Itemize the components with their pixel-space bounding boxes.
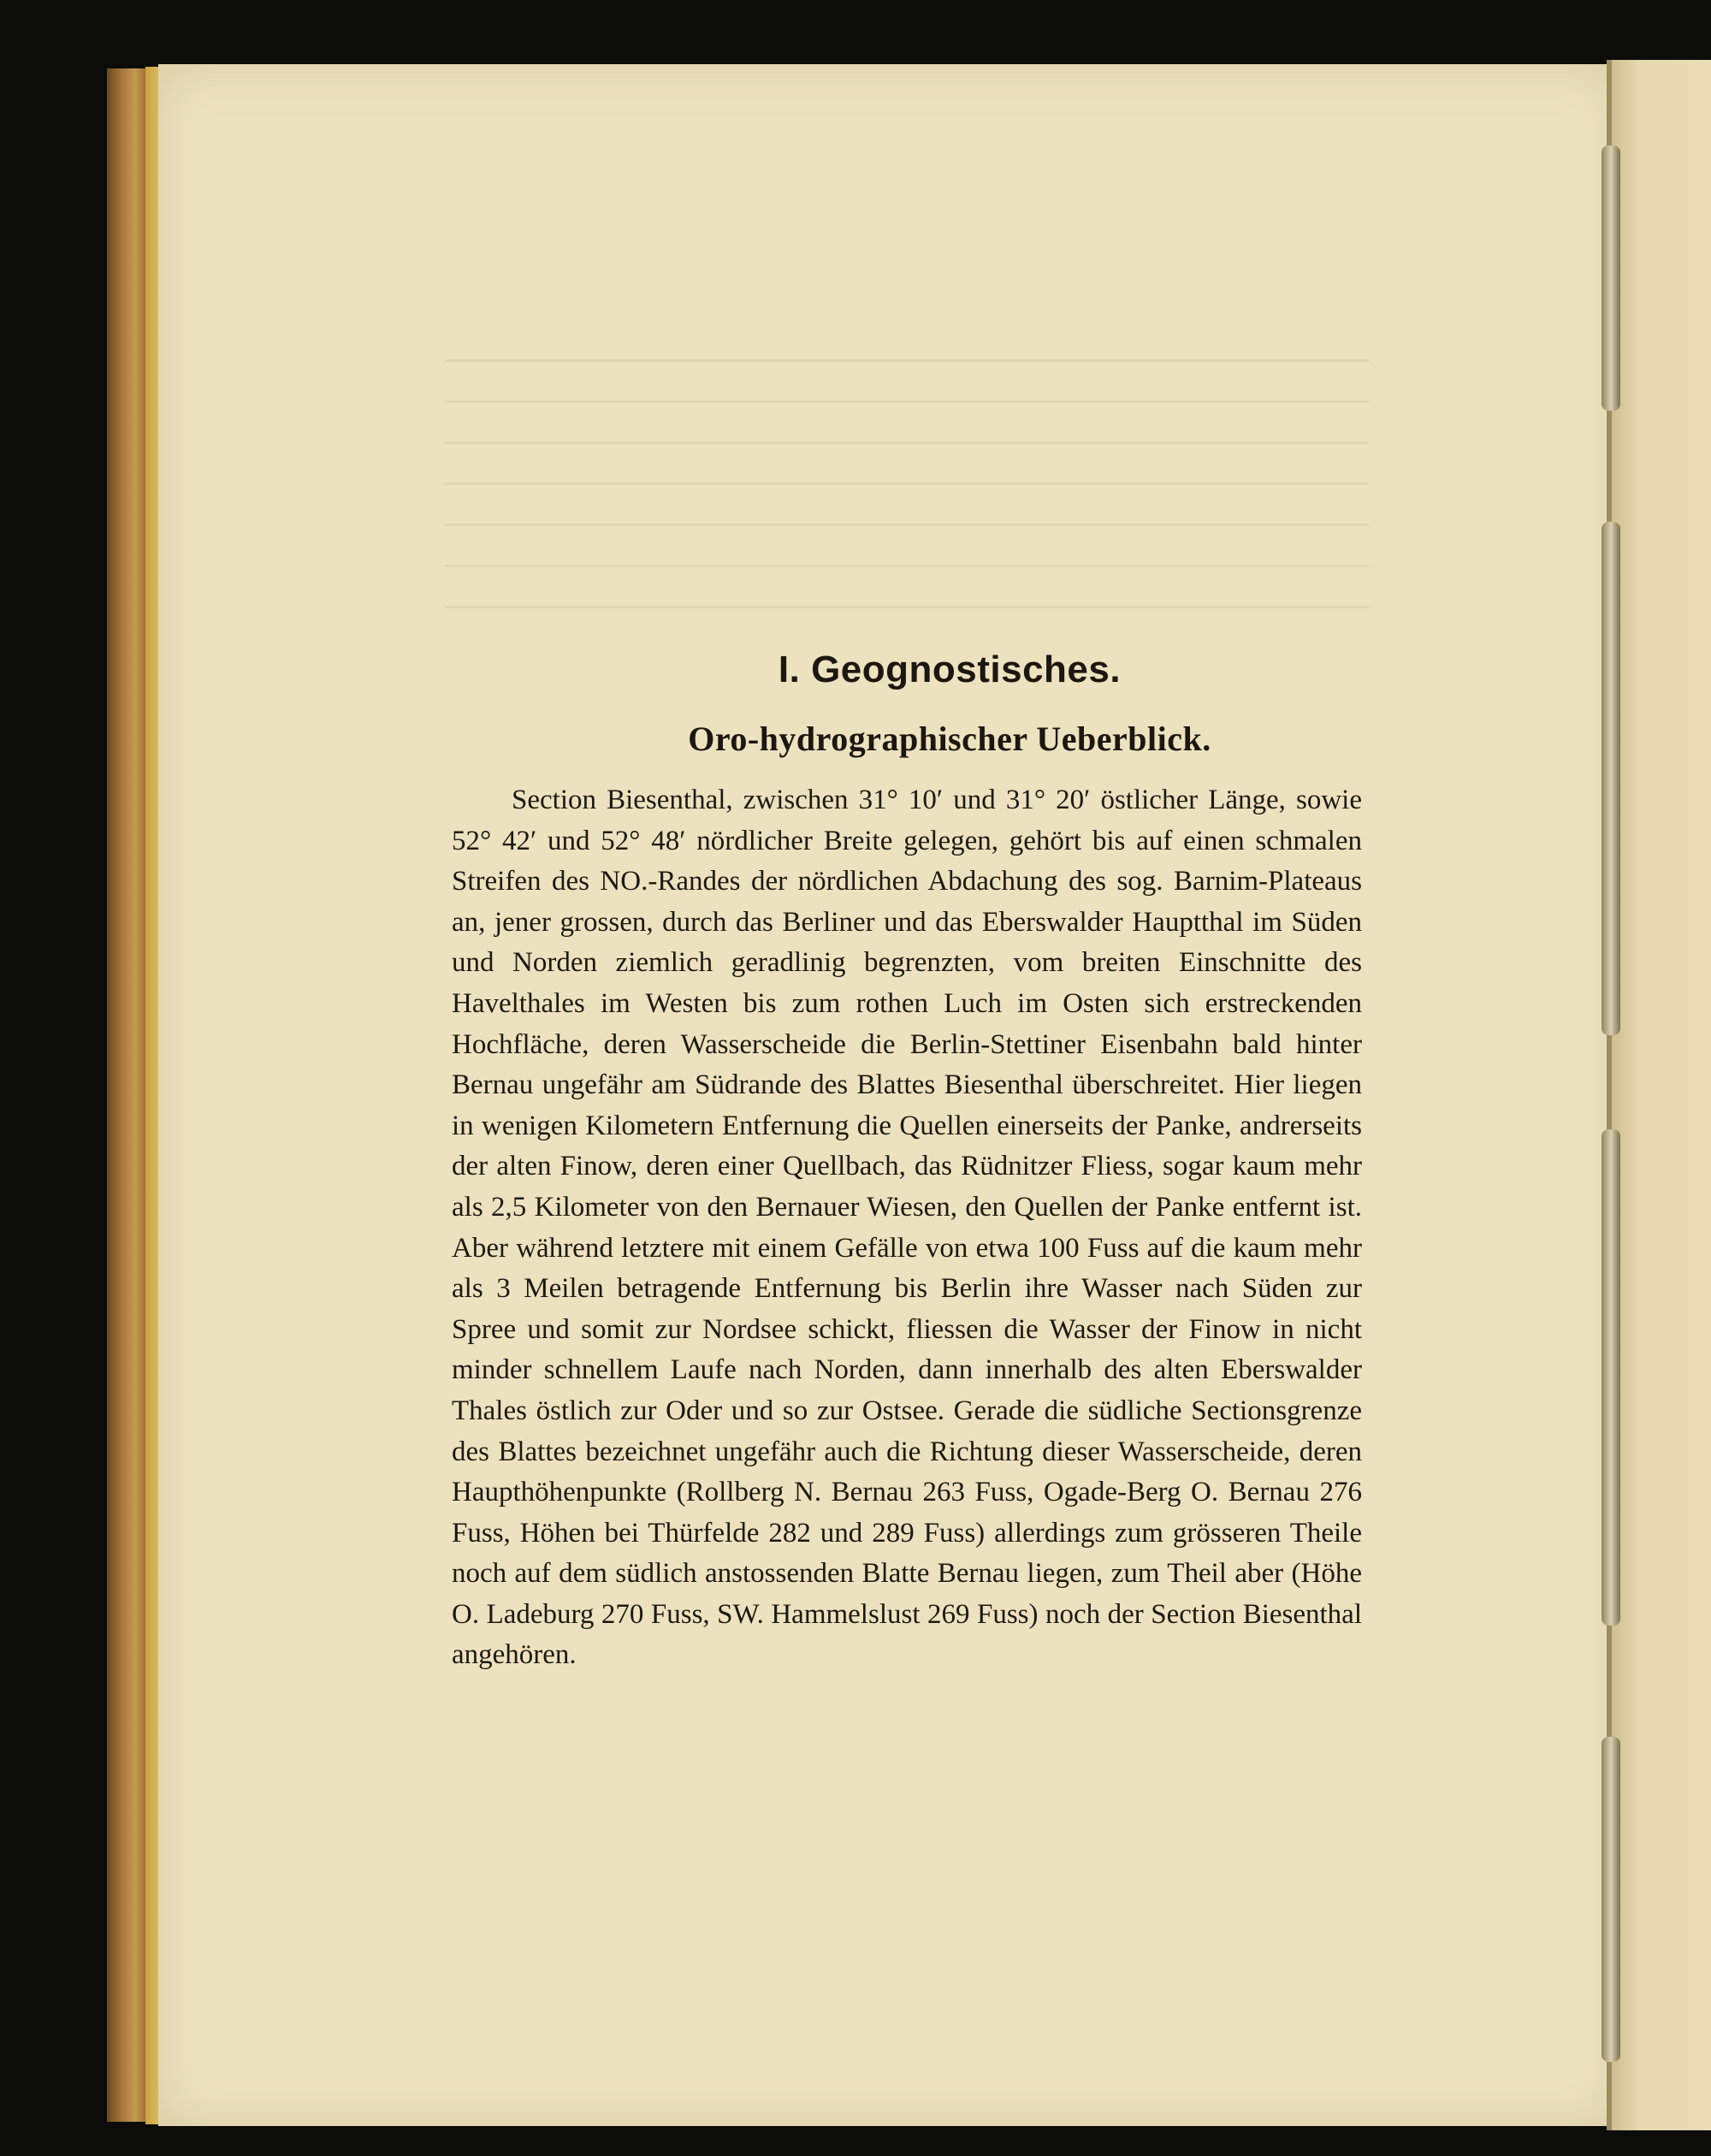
show-through-bleed xyxy=(445,359,1369,633)
binding-stitch xyxy=(1601,522,1620,1035)
binding-stitch xyxy=(1601,145,1620,411)
binding-stitch xyxy=(1601,1737,1620,2062)
binding-stitch xyxy=(1601,1129,1620,1626)
facing-page-strip xyxy=(1608,60,1711,2130)
section-heading: Oro-hydrographischer Ueberblick. xyxy=(688,720,1211,758)
chapter-heading: I. Geognostisches. xyxy=(778,649,1122,690)
body-paragraph: Section Biesenthal, zwischen 31° 10′ und 31° 20′ östlicher Länge, sowie 52° 42′ und 52° 48′ nördlicher Breite gelegen, gehört bis auf einen schmalen Streifen des NO.-Randes der nördlichen Abdachung des sog. Barnim-Plateaus an, jener grossen, durch das Berliner und das Eberswalder Hauptthal im Süden und Norden ziemlich geradlinig begrenzten, vom breiten Einschnitte des Havelthales im Westen bis zum rothen Luch im Osten sich erstreckenden Hochfläche, deren Wasserscheide die Berlin-Stettiner Eisenbahn bald hinter Bernau ungefähr am Südrande des Blattes Biesenthal überschreitet. Hier liegen in wenigen Kilometern Entfernung die Quellen einerseits der Panke, andrerseits der alten Finow, deren einer Quellbach, das Rüdnitzer Fliess, sogar kaum mehr als 2,5 Kilometer von den Bernauer Wiesen, den Quellen der Panke entfernt ist. Aber während letztere mit einem Gefälle von etwa 100 Fuss auf die kaum mehr als 3 Meilen betragende Entfernung bis Berlin ihre Wasser nach Süden zur Spree und somit zur Nordsee schickt, fliessen die Wasser der Finow in nicht minder schnellem Laufe nach Norden, dann innerhalb des alten Eberswalder Thales östlich zur Oder und so zur Ostsee. Gerade die südliche Sectionsgrenze des Blattes bezeichnet ungefähr auch die Richtung dieser Wasserscheide, deren Haupthöhenpunkte (Rollberg N. Bernau 263 Fuss, Ogade-Berg O. Bernau 276 Fuss, Höhen bei Thürfelde 282 und 289 Fuss) allerdings zum grösseren Theile noch auf dem südlich anstossenden Blatte Bernau liegen, zum Theil aber (Höhe O. Ladeburg 270 Fuss, SW. Hammelslust 269 Fuss) noch der Section Biesenthal angehören. xyxy=(452,785,1362,1671)
